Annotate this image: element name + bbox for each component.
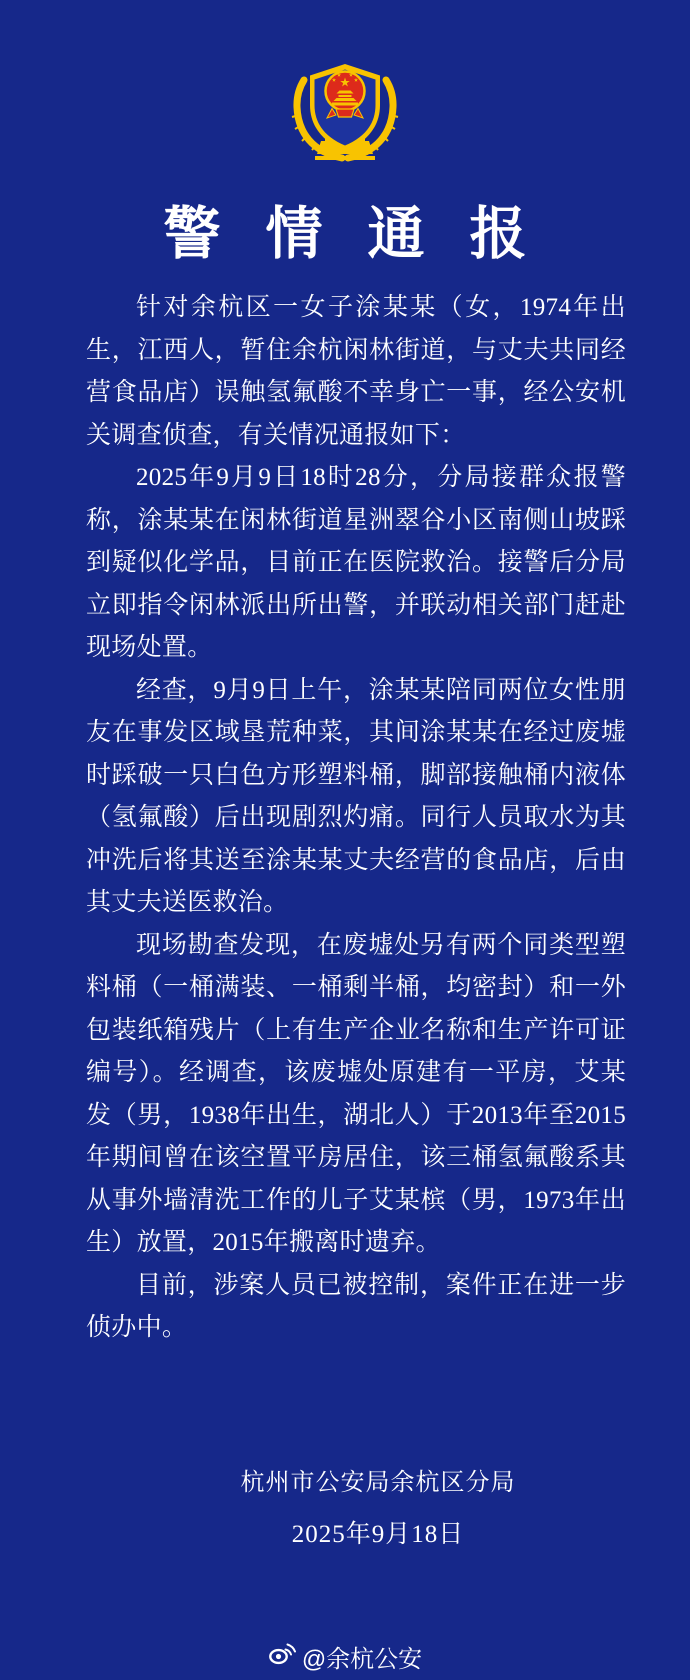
- police-badge-icon: [285, 57, 405, 163]
- footer: [0, 1639, 690, 1674]
- notice-title: 警情通报: [163, 203, 572, 266]
- footer-handle: @余杭公安: [301, 1646, 423, 1673]
- issuing-authority: 杭州市公安局余杭区分局: [240, 1470, 516, 1496]
- notice-date: 2025年9月18日: [291, 1521, 465, 1548]
- body-paragraph: 现场勘查发现，在废墟处另有两个同类型塑料桶（一桶满装、一桶剩半桶，均密封）和一外包装纸箱残片（上有生产企业名称和生产许可证编号）。经调查，该废墟处原建有一平房，艾某发（男，1938年出生，湖北人）于2013年至2015年期间曾在该空置平房居住，该三桶氢氟酸系其从事外墙清洗工作的儿子艾某槟（男，1973年出生）放置，2015年搬离时遗弃。: [86, 931, 626, 1256]
- notice-body: [86, 287, 626, 1350]
- signature-block: [33, 1462, 690, 1550]
- body-paragraph: 目前，涉案人员已被控制，案件正在进一步侦办中。: [86, 1271, 626, 1341]
- weibo-icon: [268, 1641, 296, 1672]
- body-paragraph: 针对余杭区一女子涂某某（女，1974年出生，江西人，暂住余杭闲林街道，与丈夫共同经营食品店）误触氢氟酸不幸身亡一事，经公安机关调查侦查，有关情况通报如下：: [86, 294, 626, 449]
- body-paragraph: 经查，9月9日上午，涂某某陪同两位女性朋友在事发区域垦荒种菜，其间涂某某在经过废墟时踩破一只白色方形塑料桶，脚部接触桶内液体（氢氟酸）后出现剧烈灼痛。同行人员取水为其冲洗后将其送至涂某某丈夫经营的食品店，后由其丈夫送医救治。: [86, 676, 626, 916]
- body-paragraph: 2025年9月9日18时28分，分局接群众报警称，涂某某在闲林街道星洲翠谷小区南侧山坡踩到疑似化学品，目前正在医院救治。接警后分局立即指令闲林派出所出警，并联动相关部门赶赴现场处置。: [86, 464, 626, 661]
